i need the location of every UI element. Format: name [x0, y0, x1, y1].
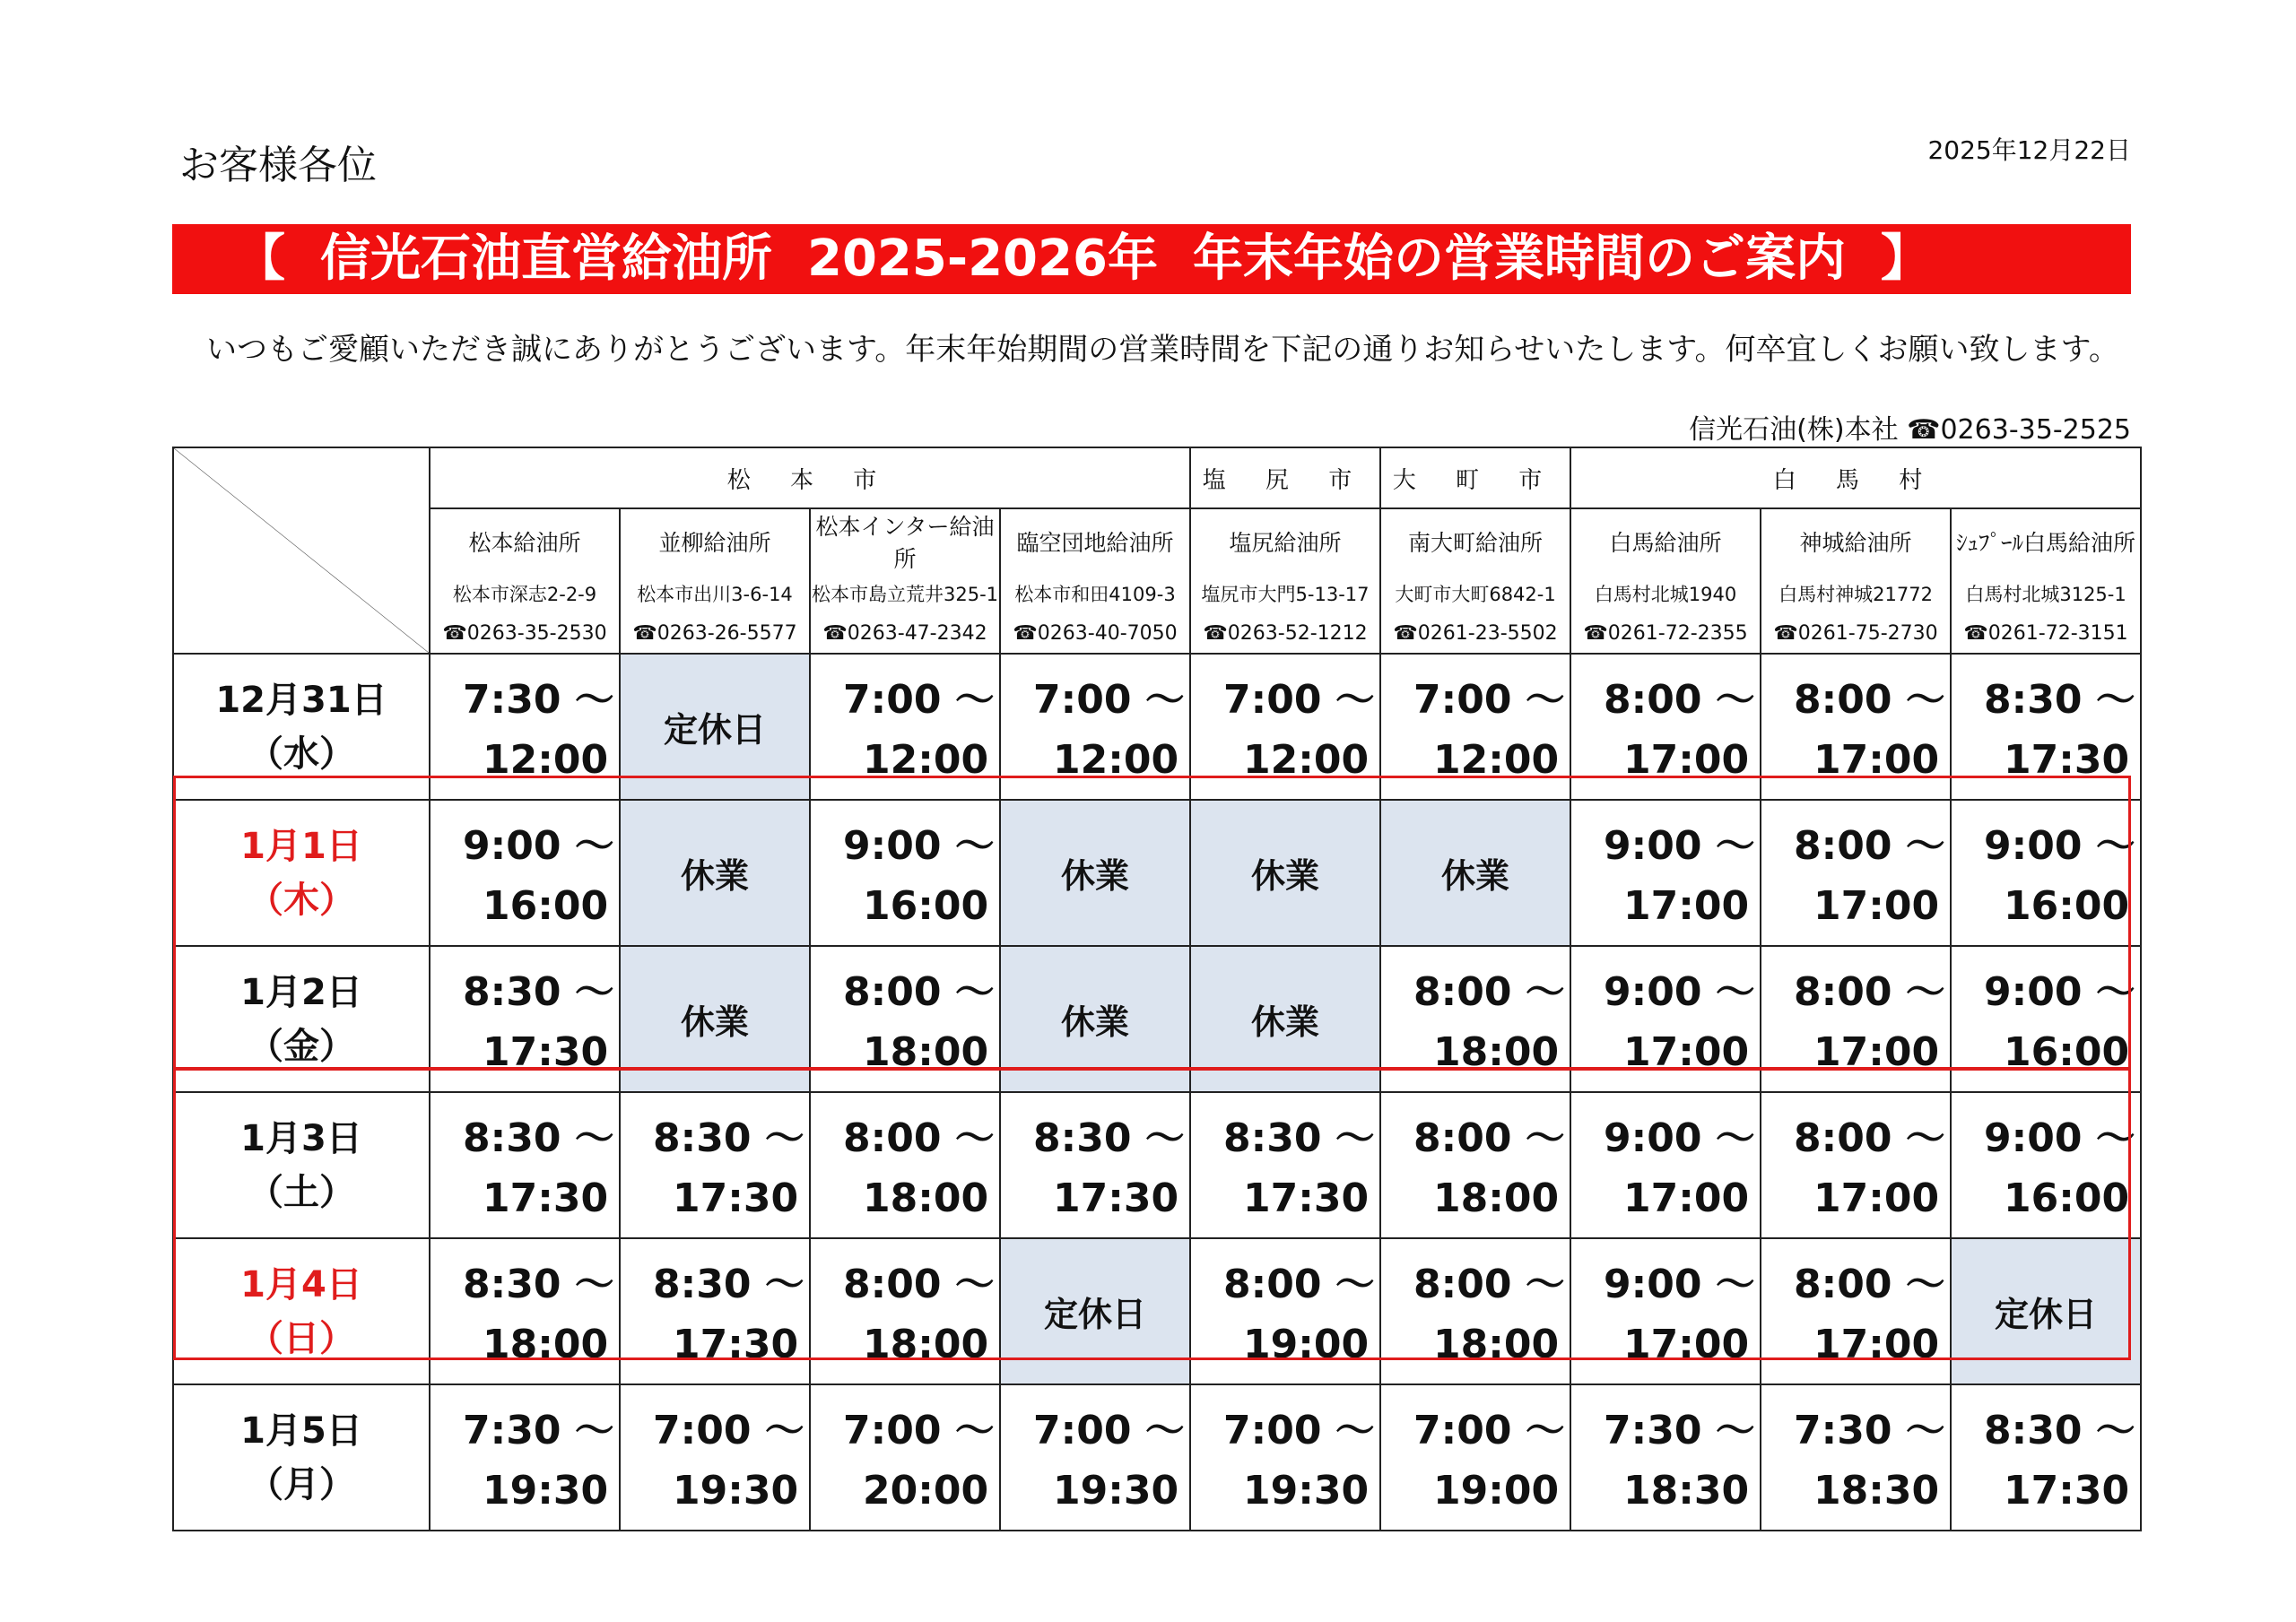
- closing-time: 17:00: [1623, 1322, 1750, 1367]
- station-address: 白馬村神城21772: [1761, 574, 1951, 613]
- opening-time: 7:00 ～: [1033, 1408, 1185, 1453]
- hours-cell: [1190, 654, 1380, 800]
- hours-cell: [620, 1092, 810, 1238]
- station-name: 松本給油所: [430, 508, 620, 574]
- closing-time: 17:00: [1813, 1175, 1940, 1221]
- closing-time: 18:00: [863, 1175, 989, 1221]
- closing-time: 17:00: [1813, 883, 1940, 929]
- hours-cell: [1951, 1384, 2141, 1531]
- station-name: 松本インター給油所: [810, 508, 1000, 574]
- hours-cell: [1000, 1384, 1190, 1531]
- closing-time: 17:30: [483, 1175, 609, 1221]
- hours-cell: [1570, 1384, 1761, 1531]
- closing-time: 17:00: [1623, 737, 1750, 783]
- intro-text: いつもご愛顧いただき誠にありがとうございます。年末年始期間の営業時間を下記の通りお知らせいたします。何卒宜しくお願い致します。: [206, 332, 2119, 368]
- greeting: お客様各位: [179, 143, 377, 188]
- hours-cell: [430, 946, 620, 1092]
- closed-cell: 定休日: [620, 654, 810, 800]
- closing-time: 18:00: [1433, 1029, 1560, 1075]
- hours-cell: [620, 1238, 810, 1384]
- closing-time: 18:00: [1433, 1322, 1560, 1367]
- day-label: [173, 654, 430, 800]
- station-address: 松本市和田4109-3: [1000, 574, 1190, 613]
- closed-cell: 休業: [1000, 946, 1190, 1092]
- hours-cell: [1761, 1384, 1951, 1531]
- opening-time: 7:00 ～: [1413, 1408, 1565, 1453]
- document-date: 2025年12月22日: [1927, 135, 2131, 165]
- opening-time: 8:00 ～: [1794, 969, 1945, 1015]
- opening-time: 7:00 ～: [1223, 677, 1375, 723]
- closing-time: 19:30: [673, 1468, 799, 1514]
- city-header-hakuba: 白 馬 村: [1570, 447, 2141, 508]
- station-address: 松本市島立荒井325-1: [810, 574, 1000, 613]
- opening-time: 7:00 ～: [1033, 677, 1185, 723]
- hours-cell: [430, 800, 620, 946]
- closing-time: 16:00: [863, 883, 989, 929]
- station-address: 大町市大町6842-1: [1380, 574, 1570, 613]
- closing-time: 12:00: [1243, 737, 1370, 783]
- closing-time: 17:00: [1813, 1322, 1940, 1367]
- closing-time: 17:30: [483, 1029, 609, 1075]
- hours-cell: [1761, 1238, 1951, 1384]
- closing-time: 20:00: [863, 1468, 989, 1514]
- closing-time: 12:00: [1433, 737, 1560, 783]
- opening-time: 8:00 ～: [1223, 1262, 1375, 1307]
- closing-time: 17:30: [673, 1322, 799, 1367]
- hours-cell: [1761, 800, 1951, 946]
- opening-time: 8:30 ～: [463, 969, 614, 1015]
- hours-cell: [1951, 946, 2141, 1092]
- station-address: 松本市深志2-2-9: [430, 574, 620, 613]
- day-row: [173, 654, 2141, 800]
- closed-cell: 休業: [1190, 946, 1380, 1092]
- station-phone: ☎0261-23-5502: [1380, 613, 1570, 654]
- closing-time: 17:30: [1243, 1175, 1370, 1221]
- closing-time: 18:00: [1433, 1175, 1560, 1221]
- closing-time: 19:00: [1243, 1322, 1370, 1367]
- closing-time: 16:00: [2004, 1029, 2130, 1075]
- closing-time: 17:30: [2004, 737, 2130, 783]
- day-weekday: （木）: [248, 879, 355, 921]
- opening-time: 8:00 ～: [1413, 1115, 1565, 1161]
- station-name: 塩尻給油所: [1190, 508, 1380, 574]
- day-row: [173, 800, 2141, 946]
- station-name: 神城給油所: [1761, 508, 1951, 574]
- hours-cell: [430, 654, 620, 800]
- opening-time: 9:00 ～: [463, 823, 614, 869]
- closing-time: 18:00: [863, 1322, 989, 1367]
- opening-time: 7:30 ～: [1794, 1408, 1945, 1453]
- day-date: 1月1日: [240, 825, 362, 867]
- day-date: 1月5日: [240, 1409, 362, 1452]
- opening-time: 7:30 ～: [463, 1408, 614, 1453]
- closing-time: 17:00: [1623, 1029, 1750, 1075]
- station-name: 並柳給油所: [620, 508, 810, 574]
- opening-time: 7:00 ～: [843, 1408, 995, 1453]
- closed-cell: 休業: [1000, 800, 1190, 946]
- hours-cell: [1570, 654, 1761, 800]
- hours-cell: [810, 946, 1000, 1092]
- day-label: [173, 800, 430, 946]
- day-label: [173, 1238, 430, 1384]
- opening-time: 8:00 ～: [1604, 677, 1755, 723]
- opening-time: 8:00 ～: [1794, 823, 1945, 869]
- station-address: 塩尻市大門5-13-17: [1190, 574, 1380, 613]
- hours-cell: [810, 654, 1000, 800]
- opening-time: 7:30 ～: [1604, 1408, 1755, 1453]
- hours-cell: [1380, 1238, 1570, 1384]
- hours-cell: [1951, 1092, 2141, 1238]
- opening-time: 8:00 ～: [843, 969, 995, 1015]
- hours-cell: [1380, 1092, 1570, 1238]
- closing-time: 19:30: [1243, 1468, 1370, 1514]
- closing-time: 17:00: [1623, 883, 1750, 929]
- station-phone: ☎0263-26-5577: [620, 613, 810, 654]
- hours-cell: [1761, 654, 1951, 800]
- closing-time: 12:00: [863, 737, 989, 783]
- opening-time: 8:00 ～: [1794, 1262, 1945, 1307]
- opening-time: 8:30 ～: [653, 1115, 804, 1161]
- opening-time: 7:30 ～: [463, 677, 614, 723]
- hours-cell: [810, 800, 1000, 946]
- opening-time: 9:00 ～: [843, 823, 995, 869]
- closed-cell: 定休日: [1000, 1238, 1190, 1384]
- closed-cell: 休業: [1190, 800, 1380, 946]
- diagonal-line: [174, 448, 429, 653]
- day-weekday: （水）: [248, 733, 355, 775]
- city-header-shiojiri: 塩 尻 市: [1190, 447, 1380, 508]
- opening-time: 8:00 ～: [1794, 677, 1945, 723]
- day-date: 1月3日: [240, 1117, 362, 1159]
- station-phone: ☎0263-52-1212: [1190, 613, 1380, 654]
- station-phone: ☎0261-75-2730: [1761, 613, 1951, 654]
- opening-time: 7:00 ～: [653, 1408, 804, 1453]
- hours-cell: [1761, 1092, 1951, 1238]
- city-header-omachi: 大 町 市: [1380, 447, 1570, 508]
- station-phone: ☎0263-47-2342: [810, 613, 1000, 654]
- hours-cell: [620, 1384, 810, 1531]
- closing-time: 18:00: [863, 1029, 989, 1075]
- day-row: [173, 1384, 2141, 1531]
- closing-time: 17:30: [2004, 1468, 2130, 1514]
- hours-cell: [1380, 946, 1570, 1092]
- hours-cell: [1761, 946, 1951, 1092]
- station-phone: ☎0263-35-2530: [430, 613, 620, 654]
- closing-time: 16:00: [483, 883, 609, 929]
- opening-time: 8:30 ～: [1984, 1408, 2135, 1453]
- hours-cell: [430, 1092, 620, 1238]
- opening-time: 8:00 ～: [1413, 969, 1565, 1015]
- hours-cell: [1190, 1092, 1380, 1238]
- hours-cell: [430, 1238, 620, 1384]
- station-phone: ☎0263-40-7050: [1000, 613, 1190, 654]
- opening-time: 8:30 ～: [1033, 1115, 1185, 1161]
- opening-time: 8:00 ～: [1413, 1262, 1565, 1307]
- hours-cell: [810, 1384, 1000, 1531]
- day-weekday: （土）: [248, 1171, 355, 1213]
- opening-time: 8:00 ～: [843, 1115, 995, 1161]
- opening-time: 9:00 ～: [1984, 1115, 2135, 1161]
- closing-time: 18:30: [1813, 1468, 1940, 1514]
- hours-cell: [1380, 1384, 1570, 1531]
- opening-time: 8:00 ～: [843, 1262, 995, 1307]
- title-banner: 【 信光石油直営給油所 2025-2026年 年末年始の営業時間のご案内 】: [172, 224, 2131, 294]
- opening-time: 8:30 ～: [653, 1262, 804, 1307]
- hours-cell: [1190, 1238, 1380, 1384]
- opening-time: 8:30 ～: [463, 1262, 614, 1307]
- opening-time: 8:30 ～: [1984, 677, 2135, 723]
- hours-cell: [1570, 800, 1761, 946]
- closing-time: 19:30: [483, 1468, 609, 1514]
- opening-time: 7:00 ～: [1223, 1408, 1375, 1453]
- closing-time: 17:00: [1813, 737, 1940, 783]
- closing-time: 12:00: [483, 737, 609, 783]
- station-phone: ☎0261-72-2355: [1570, 613, 1761, 654]
- opening-time: 8:30 ～: [463, 1115, 614, 1161]
- opening-time: 8:00 ～: [1794, 1115, 1945, 1161]
- closed-cell: 休業: [620, 800, 810, 946]
- hours-cell: [1190, 1384, 1380, 1531]
- hours-cell: [1570, 1092, 1761, 1238]
- station-address: 白馬村北城1940: [1570, 574, 1761, 613]
- day-row: [173, 1092, 2141, 1238]
- opening-time: 9:00 ～: [1604, 1262, 1755, 1307]
- day-label: [173, 1092, 430, 1238]
- hours-cell: [1570, 946, 1761, 1092]
- closing-time: 18:00: [483, 1322, 609, 1367]
- closing-time: 16:00: [2004, 883, 2130, 929]
- opening-time: 8:30 ～: [1223, 1115, 1375, 1161]
- station-phone: ☎0261-72-3151: [1951, 613, 2141, 654]
- opening-time: 9:00 ～: [1984, 823, 2135, 869]
- hours-cell: [1000, 1092, 1190, 1238]
- hours-cell: [1951, 800, 2141, 946]
- station-name: ｼｭﾌﾟｰﾙ白馬給油所: [1951, 508, 2141, 574]
- closed-cell: 休業: [620, 946, 810, 1092]
- opening-time: 9:00 ～: [1604, 969, 1755, 1015]
- corner-cell: [173, 447, 430, 654]
- day-row: [173, 1238, 2141, 1384]
- day-weekday: （金）: [248, 1025, 355, 1067]
- closing-time: 19:30: [1053, 1468, 1179, 1514]
- opening-time: 9:00 ～: [1604, 1115, 1755, 1161]
- day-label: [173, 946, 430, 1092]
- closed-cell: 休業: [1380, 800, 1570, 946]
- closing-time: 16:00: [2004, 1175, 2130, 1221]
- station-address: 松本市出川3-6-14: [620, 574, 810, 613]
- closing-time: 12:00: [1053, 737, 1179, 783]
- day-date: 1月4日: [240, 1263, 362, 1305]
- hours-cell: [1951, 654, 2141, 800]
- hours-table: [172, 447, 2142, 1531]
- station-name: 白馬給油所: [1570, 508, 1761, 574]
- station-name: 臨空団地給油所: [1000, 508, 1190, 574]
- hours-cell: [1000, 654, 1190, 800]
- day-row: [173, 946, 2141, 1092]
- closing-time: 17:00: [1813, 1029, 1940, 1075]
- closing-time: 17:00: [1623, 1175, 1750, 1221]
- hours-cell: [1380, 654, 1570, 800]
- opening-time: 9:00 ～: [1984, 969, 2135, 1015]
- closing-time: 19:00: [1433, 1468, 1560, 1514]
- opening-time: 7:00 ～: [1413, 677, 1565, 723]
- closing-time: 18:30: [1623, 1468, 1750, 1514]
- day-label: [173, 1384, 430, 1531]
- day-date: 12月31日: [215, 679, 387, 721]
- day-weekday: （日）: [248, 1317, 355, 1359]
- closing-time: 17:30: [673, 1175, 799, 1221]
- hours-cell: [1570, 1238, 1761, 1384]
- opening-time: 9:00 ～: [1604, 823, 1755, 869]
- day-date: 1月2日: [240, 971, 362, 1013]
- closing-time: 17:30: [1053, 1175, 1179, 1221]
- station-address: 白馬村北城3125-1: [1951, 574, 2141, 613]
- opening-time: 7:00 ～: [843, 677, 995, 723]
- hours-cell: [810, 1238, 1000, 1384]
- day-weekday: （月）: [248, 1463, 355, 1505]
- city-header-matsumoto: 松 本 市: [430, 447, 1190, 508]
- company-contact: 信光石油(株)本社 ☎0263-35-2525: [1689, 414, 2131, 446]
- hours-cell: [430, 1384, 620, 1531]
- hours-cell: [810, 1092, 1000, 1238]
- station-name: 南大町給油所: [1380, 508, 1570, 574]
- closed-cell: 定休日: [1951, 1238, 2141, 1384]
